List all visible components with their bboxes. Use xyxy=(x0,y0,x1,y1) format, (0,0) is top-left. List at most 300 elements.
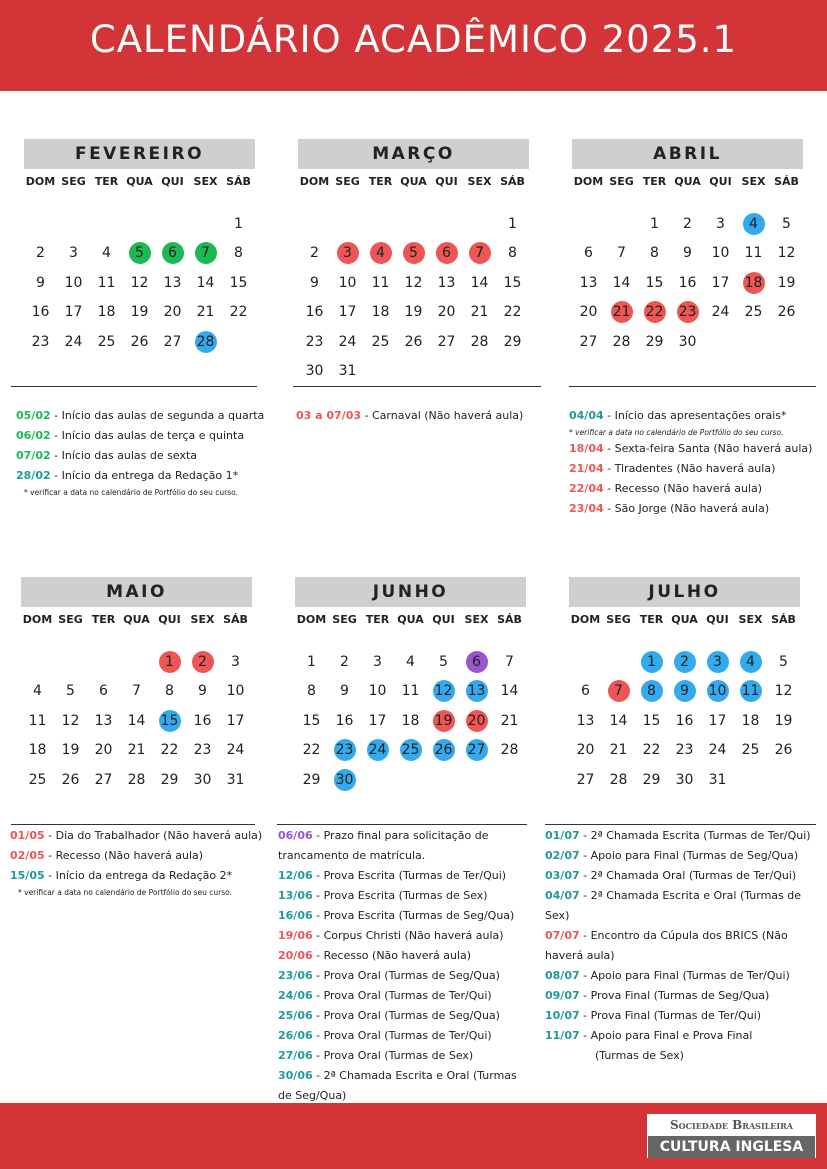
calendar-day: 16 xyxy=(335,712,354,729)
event-text: - Prova Oral (Turmas de Ter/Qui) xyxy=(312,1029,492,1042)
event-text: - Prova Oral (Turmas de Ter/Qui) xyxy=(312,989,492,1002)
event-date: 11/07 xyxy=(545,1029,580,1042)
event-date: 18/04 xyxy=(569,442,604,455)
calendar-day xyxy=(602,680,635,702)
calendar-day xyxy=(460,739,493,761)
weekday-label: SÁB xyxy=(771,613,796,626)
event-text-continued: (Turmas de Sex) xyxy=(595,1049,684,1062)
highlight-circle: 13 xyxy=(466,680,488,702)
calendar-day: 21 xyxy=(196,304,215,321)
calendar-day: 25 xyxy=(741,742,760,759)
calendar-day xyxy=(463,242,496,264)
weekday-label: TER xyxy=(94,175,119,188)
event-text: - Início das apresentações orais* xyxy=(603,409,787,422)
calendar-day xyxy=(394,739,427,761)
calendar-day: 28 xyxy=(500,742,519,759)
calendar-day: 24 xyxy=(708,742,727,759)
footnote: * verificar a data no calendário de Portfólio do seu curso. xyxy=(24,488,239,497)
calendar-day: 4 xyxy=(406,654,415,670)
calendar-day: 22 xyxy=(160,742,179,759)
footnote: * verificar a data no calendário de Portfólio do seu curso. xyxy=(18,888,233,897)
calendar-day xyxy=(153,710,186,732)
calendar-day: 7 xyxy=(617,245,626,262)
calendar-day: 10 xyxy=(338,274,357,291)
calendar-day xyxy=(427,739,460,761)
event-date: 15/05 xyxy=(10,869,45,882)
calendar-day: 8 xyxy=(165,683,174,700)
notes-may xyxy=(10,826,272,899)
cultura-inglesa-logo xyxy=(647,1114,816,1158)
event-note xyxy=(545,846,815,866)
calendar-day: 12 xyxy=(61,712,80,729)
event-date: 27/06 xyxy=(278,1049,313,1062)
calendar-day: 29 xyxy=(302,771,321,788)
calendar-day: 10 xyxy=(64,274,83,291)
calendar-day: 15 xyxy=(645,274,664,291)
weekday-label: SEG xyxy=(606,613,631,626)
calendar-day xyxy=(701,651,734,673)
calendar-day: 26 xyxy=(61,771,80,788)
calendar-day: 25 xyxy=(97,333,116,350)
event-text: - Prova Final (Turmas de Seg/Qua) xyxy=(579,989,770,1002)
weekday-label: QUA xyxy=(674,175,701,188)
event-text: - Apoio para Final (Turmas de Seg/Qua) xyxy=(579,849,799,862)
highlight-circle: 1 xyxy=(641,651,663,673)
event-note xyxy=(545,926,815,966)
calendar-day: 19 xyxy=(130,304,149,321)
highlight-circle: 2 xyxy=(674,651,696,673)
event-date: 05/02 xyxy=(16,409,51,422)
calendar-day xyxy=(189,331,222,353)
highlight-circle: 3 xyxy=(337,242,359,264)
calendar-day: 31 xyxy=(226,771,245,788)
calendar-day: 7 xyxy=(505,654,514,670)
calendar-day: 16 xyxy=(678,274,697,291)
event-date: 01/05 xyxy=(10,829,45,842)
calendar-day: 3 xyxy=(231,654,240,670)
calendar-day: 1 xyxy=(508,216,517,232)
calendar-day: 1 xyxy=(650,216,659,232)
calendar-day: 28 xyxy=(609,771,628,788)
calendar-day xyxy=(460,710,493,732)
calendar-day: 18 xyxy=(401,712,420,729)
divider-line xyxy=(11,824,255,825)
calendar-day: 23 xyxy=(305,333,324,350)
calendar-day: 14 xyxy=(500,683,519,700)
event-date: 03/07 xyxy=(545,869,580,882)
calendar-day xyxy=(635,651,668,673)
highlight-circle: 23 xyxy=(334,739,356,761)
calendar-day: 22 xyxy=(503,304,522,321)
notes-jul xyxy=(545,826,815,1066)
weekday-label: SÁB xyxy=(226,175,251,188)
calendar-day: 19 xyxy=(774,712,793,729)
event-date: 13/06 xyxy=(278,889,313,902)
event-text: - Início das aulas de sexta xyxy=(50,449,198,462)
calendar-day: 13 xyxy=(437,274,456,291)
calendar-day: 11 xyxy=(28,712,47,729)
calendar-day: 24 xyxy=(226,742,245,759)
calendar-day: 11 xyxy=(401,683,420,700)
event-date: 24/06 xyxy=(278,989,313,1002)
calendar-day: 17 xyxy=(226,712,245,729)
highlight-circle: 4 xyxy=(740,651,762,673)
weekday-label: SÁB xyxy=(500,175,525,188)
highlight-circle: 9 xyxy=(674,680,696,702)
calendar-day xyxy=(364,242,397,264)
event-text: - Início das aulas de segunda a quarta xyxy=(50,409,265,422)
event-note xyxy=(278,1046,530,1066)
weekday-label: TER xyxy=(642,175,667,188)
weekday-label: SEX xyxy=(467,175,492,188)
calendar-day: 31 xyxy=(338,363,357,379)
weekday-label: QUI xyxy=(432,613,455,626)
highlight-circle: 1 xyxy=(159,651,181,673)
calendar-day: 24 xyxy=(338,333,357,350)
page-title: CALENDÁRIO ACADÊMICO 2025.1 xyxy=(89,18,738,61)
event-date: 23/06 xyxy=(278,969,313,982)
calendar-day: 18 xyxy=(371,304,390,321)
calendar-day xyxy=(430,242,463,264)
notes-feb xyxy=(16,406,278,499)
weekday-label: DOM xyxy=(573,175,604,188)
calendar-day: 15 xyxy=(302,712,321,729)
weekday-label: TER xyxy=(368,175,393,188)
calendar-day: 17 xyxy=(711,274,730,291)
calendar-day: 2 xyxy=(36,245,45,262)
notes-apr xyxy=(569,406,825,519)
calendar-day: 21 xyxy=(127,742,146,759)
weekday-label: SEG xyxy=(332,613,357,626)
calendar-day: 27 xyxy=(437,333,456,350)
event-text: - Prova Escrita (Turmas de Sex) xyxy=(312,889,488,902)
calendar-day xyxy=(328,739,361,761)
event-date: 04/07 xyxy=(545,889,580,902)
event-note xyxy=(278,886,530,906)
weekday-header xyxy=(298,175,529,191)
calendar-day: 3 xyxy=(373,654,382,670)
event-note xyxy=(545,886,815,926)
calendar-day: 10 xyxy=(226,683,245,700)
calendar-day xyxy=(701,680,734,702)
calendar-day xyxy=(671,301,704,323)
notes-mar xyxy=(296,406,556,426)
weekday-label: QUI xyxy=(158,613,181,626)
calendar-day xyxy=(734,651,767,673)
calendar-day: 10 xyxy=(711,245,730,262)
highlight-circle: 27 xyxy=(466,739,488,761)
calendar-day xyxy=(460,651,493,673)
weekday-label: SÁB xyxy=(774,175,799,188)
weekday-label: SEX xyxy=(738,613,763,626)
weekday-label: QUA xyxy=(123,613,150,626)
calendar-day: 11 xyxy=(371,274,390,291)
calendar-day: 14 xyxy=(612,274,631,291)
calendar-day: 5 xyxy=(782,216,791,232)
highlight-circle: 20 xyxy=(466,710,488,732)
calendar-day: 17 xyxy=(338,304,357,321)
calendar-day xyxy=(734,680,767,702)
calendar-day: 9 xyxy=(310,274,319,291)
calendar-day: 26 xyxy=(774,742,793,759)
calendar-day: 26 xyxy=(777,304,796,321)
calendar-day: 30 xyxy=(193,771,212,788)
calendar-day xyxy=(737,213,770,235)
calendar-day xyxy=(328,769,361,791)
calendar-day: 5 xyxy=(779,654,788,670)
event-date: 26/06 xyxy=(278,1029,313,1042)
calendar-day: 26 xyxy=(130,333,149,350)
calendar-day: 24 xyxy=(64,333,83,350)
highlight-circle: 3 xyxy=(707,651,729,673)
footnote: * verificar a data no calendário de Portfólio do seu curso. xyxy=(569,428,784,437)
weekday-header xyxy=(21,613,252,629)
weekday-label: DOM xyxy=(296,613,327,626)
logo-bottom-text: CULTURA INGLESA xyxy=(648,1136,815,1158)
calendar-day: 17 xyxy=(708,712,727,729)
calendar-day xyxy=(605,301,638,323)
event-note xyxy=(569,439,825,459)
event-text: - 2ª Chamada Escrita (Turmas de Ter/Qui) xyxy=(579,829,811,842)
event-note xyxy=(278,906,530,926)
calendar-day xyxy=(635,680,668,702)
weekday-label: SEX xyxy=(193,175,218,188)
event-note xyxy=(16,426,278,446)
event-text: - Carnaval (Não haverá aula) xyxy=(361,409,524,422)
weekday-label: SEG xyxy=(335,175,360,188)
weekday-header xyxy=(295,613,526,629)
event-note xyxy=(278,826,530,866)
event-text: - 2ª Chamada Oral (Turmas de Ter/Qui) xyxy=(579,869,797,882)
highlight-circle: 7 xyxy=(469,242,491,264)
calendar-day: 21 xyxy=(500,712,519,729)
weekday-label: SEG xyxy=(58,613,83,626)
event-note xyxy=(16,406,278,426)
event-date: 01/07 xyxy=(545,829,580,842)
weekday-label: QUA xyxy=(671,613,698,626)
event-note xyxy=(278,1026,530,1046)
month-calendar-jun xyxy=(295,577,526,788)
event-text: - Tiradentes (Não haverá aula) xyxy=(603,462,776,475)
calendar-day: 30 xyxy=(678,333,697,350)
calendar-day: 20 xyxy=(163,304,182,321)
calendar-day: 29 xyxy=(160,771,179,788)
weekday-label: QUA xyxy=(126,175,153,188)
event-text: - Corpus Christi (Não haverá aula) xyxy=(312,929,504,942)
calendar-day xyxy=(156,242,189,264)
calendar-day xyxy=(427,680,460,702)
calendar-day: 9 xyxy=(36,274,45,291)
event-date: 16/06 xyxy=(278,909,313,922)
calendar-day: 17 xyxy=(64,304,83,321)
event-date: 12/06 xyxy=(278,869,313,882)
calendar-day: 26 xyxy=(404,333,423,350)
event-note xyxy=(278,946,530,966)
event-note xyxy=(569,479,825,499)
event-text: - Recesso (Não haverá aula) xyxy=(44,849,204,862)
header-banner xyxy=(0,0,827,91)
event-text: - 2ª Chamada Escrita e Oral (Turmas de Seg/Qua) xyxy=(278,1069,517,1102)
event-text: - Apoio para Final (Turmas de Ter/Qui) xyxy=(579,969,790,982)
calendar-day xyxy=(427,710,460,732)
event-note xyxy=(278,986,530,1006)
calendar-day: 2 xyxy=(310,245,319,262)
calendar-day: 15 xyxy=(229,274,248,291)
weekday-header xyxy=(572,175,803,191)
calendar-day xyxy=(153,651,186,673)
calendar-day xyxy=(189,242,222,264)
event-text: - Prova Oral (Turmas de Sex) xyxy=(312,1049,474,1062)
event-text: - Prova Escrita (Turmas de Ter/Qui) xyxy=(312,869,507,882)
calendar-day: 6 xyxy=(584,245,593,262)
calendar-day: 9 xyxy=(198,683,207,700)
calendar-day: 13 xyxy=(576,712,595,729)
weekday-header xyxy=(24,175,255,191)
calendar-day xyxy=(331,242,364,264)
weekday-label: TER xyxy=(639,613,664,626)
highlight-circle: 23 xyxy=(677,301,699,323)
weekday-label: SEG xyxy=(609,175,634,188)
event-note xyxy=(545,866,815,886)
event-date: 07/07 xyxy=(545,929,580,942)
event-date: 19/06 xyxy=(278,929,313,942)
event-text: - Sexta-feira Santa (Não haverá aula) xyxy=(603,442,813,455)
calendar-day xyxy=(668,680,701,702)
event-note xyxy=(296,406,556,426)
event-date: 09/07 xyxy=(545,989,580,1002)
weekday-label: SEX xyxy=(190,613,215,626)
event-note xyxy=(10,846,272,866)
calendar-day: 19 xyxy=(61,742,80,759)
event-text: - Apoio para Final e Prova Final xyxy=(579,1029,753,1042)
highlight-circle: 4 xyxy=(743,213,765,235)
event-note xyxy=(569,459,825,479)
highlight-circle: 8 xyxy=(641,680,663,702)
event-date: 02/05 xyxy=(10,849,45,862)
calendar-day: 8 xyxy=(234,245,243,262)
calendar-day: 13 xyxy=(163,274,182,291)
calendar-day: 27 xyxy=(576,771,595,788)
calendar-day: 19 xyxy=(404,304,423,321)
event-note xyxy=(545,826,815,846)
event-date: 04/04 xyxy=(569,409,604,422)
month-calendar-jul xyxy=(569,577,800,788)
divider-line xyxy=(569,386,816,387)
event-date: 21/04 xyxy=(569,462,604,475)
month-title: JUNHO xyxy=(295,577,526,607)
calendar-day: 4 xyxy=(102,245,111,262)
event-date: 10/07 xyxy=(545,1009,580,1022)
weekday-label: SEG xyxy=(61,175,86,188)
calendar-day: 16 xyxy=(31,304,50,321)
event-note xyxy=(278,866,530,886)
event-text: - Dia do Trabalhador (Não haverá aula) xyxy=(44,829,263,842)
calendar-day xyxy=(361,739,394,761)
calendar-day: 14 xyxy=(609,712,628,729)
calendar-day: 4 xyxy=(33,683,42,700)
calendar-day: 22 xyxy=(302,742,321,759)
highlight-circle: 15 xyxy=(159,710,181,732)
event-date: 20/06 xyxy=(278,949,313,962)
calendar-day: 9 xyxy=(683,245,692,262)
weekday-label: QUA xyxy=(400,175,427,188)
logo-top-text: Sociedade Brasileira xyxy=(648,1115,815,1136)
weekday-label: QUI xyxy=(709,175,732,188)
highlight-circle: 12 xyxy=(433,680,455,702)
event-date: 07/02 xyxy=(16,449,51,462)
calendar-day: 12 xyxy=(130,274,149,291)
weekday-label: QUA xyxy=(397,613,424,626)
calendar-day: 27 xyxy=(94,771,113,788)
calendar-day: 29 xyxy=(642,771,661,788)
event-date: 08/07 xyxy=(545,969,580,982)
calendar-day xyxy=(668,651,701,673)
highlight-circle: 5 xyxy=(129,242,151,264)
month-title: MAIO xyxy=(21,577,252,607)
event-text: - Recesso (Não haverá aula) xyxy=(603,482,763,495)
calendar-day: 1 xyxy=(234,216,243,232)
calendar-day: 25 xyxy=(28,771,47,788)
highlight-circle: 7 xyxy=(608,680,630,702)
calendar-day: 5 xyxy=(66,683,75,700)
calendar-day: 13 xyxy=(579,274,598,291)
calendar-day: 11 xyxy=(97,274,116,291)
highlight-circle: 18 xyxy=(743,272,765,294)
highlight-circle: 2 xyxy=(192,651,214,673)
divider-line xyxy=(11,386,257,387)
calendar-day: 20 xyxy=(437,304,456,321)
calendar-day: 13 xyxy=(94,712,113,729)
calendar-day: 23 xyxy=(675,742,694,759)
calendar-day: 23 xyxy=(193,742,212,759)
highlight-circle: 28 xyxy=(195,331,217,353)
event-text: - Prova Final (Turmas de Ter/Qui) xyxy=(579,1009,762,1022)
calendar-day: 18 xyxy=(97,304,116,321)
month-calendar-may xyxy=(21,577,252,788)
calendar-day xyxy=(737,272,770,294)
calendar-day: 27 xyxy=(579,333,598,350)
calendar-day: 22 xyxy=(642,742,661,759)
event-date: 22/04 xyxy=(569,482,604,495)
calendar-day: 1 xyxy=(307,654,316,670)
calendar-day: 16 xyxy=(193,712,212,729)
event-date: 06/02 xyxy=(16,429,51,442)
calendar-day: 20 xyxy=(94,742,113,759)
calendar-day: 7 xyxy=(132,683,141,700)
event-text: - Prazo final para solicitação de trancamento de matrícula. xyxy=(278,829,489,862)
calendar-day xyxy=(186,651,219,673)
highlight-circle: 7 xyxy=(195,242,217,264)
calendar-day: 8 xyxy=(307,683,316,700)
calendar-day: 6 xyxy=(99,683,108,700)
highlight-circle: 21 xyxy=(611,301,633,323)
event-date: 28/02 xyxy=(16,469,51,482)
highlight-circle: 4 xyxy=(370,242,392,264)
calendar-day: 8 xyxy=(508,245,517,262)
calendar-day: 14 xyxy=(470,274,489,291)
calendar-day: 6 xyxy=(581,683,590,700)
weekday-header xyxy=(569,613,800,629)
event-text: - Prova Oral (Turmas de Seg/Qua) xyxy=(312,969,500,982)
calendar-day xyxy=(123,242,156,264)
calendar-day: 20 xyxy=(579,304,598,321)
calendar-day: 28 xyxy=(127,771,146,788)
calendar-day: 12 xyxy=(777,245,796,262)
event-note xyxy=(545,1006,815,1026)
event-note xyxy=(10,866,272,886)
calendar-day: 12 xyxy=(404,274,423,291)
weekday-label: DOM xyxy=(22,613,53,626)
